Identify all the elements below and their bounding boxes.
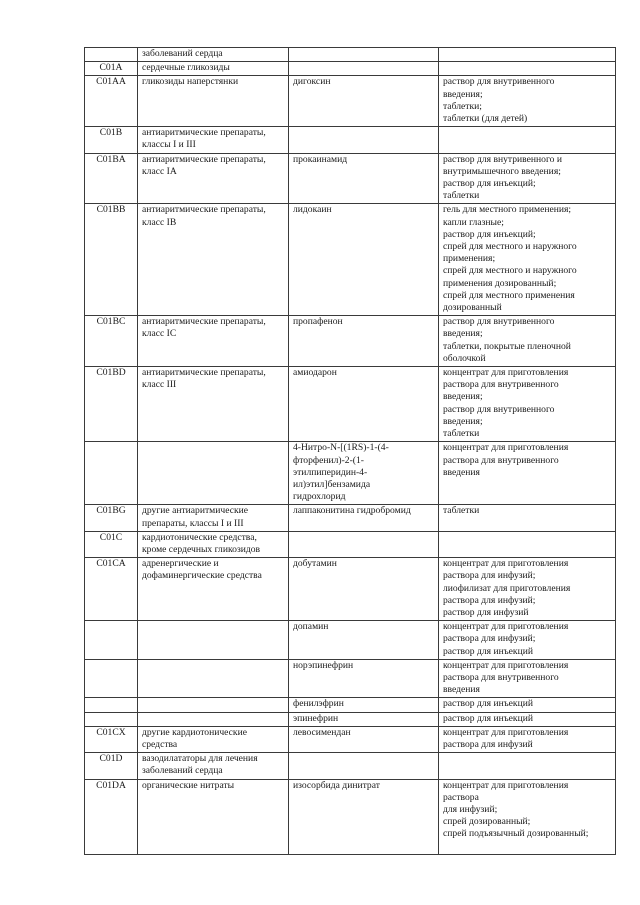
dosage-forms-cell	[439, 316, 616, 367]
drug-name-cell	[289, 726, 439, 752]
cell-text-line: этилпиперидин-4-	[293, 466, 368, 478]
cell-text-line: сердечные гликозиды	[142, 62, 230, 74]
cell-text-line: класс IC	[142, 328, 177, 340]
cell-text-line: антиаритмические препараты,	[142, 367, 266, 379]
cell-text-line: раствор для внутривенного и	[443, 153, 562, 165]
cell-text-line: таблетки;	[443, 100, 482, 112]
cell-text-line: спрей дозированный;	[443, 816, 531, 828]
cell-text-line: таблетки, покрытые пленочной	[443, 340, 571, 352]
cell-text-line: другие антиаритмические	[142, 505, 249, 517]
cell-text-line: амиодарон	[293, 367, 337, 379]
cell-text-line: для инфузий;	[443, 803, 498, 815]
cell-text-line: добутамин	[293, 558, 337, 570]
cell-text-line: капли глазные;	[443, 216, 504, 228]
cell-text-line: антиаритмические препараты,	[142, 153, 266, 165]
cell-text-line: эпинефрин	[293, 712, 339, 724]
cell-text-line: спрей для местного и наружного	[443, 265, 577, 277]
anatomical-group-cell	[138, 753, 289, 779]
drug-name-cell	[289, 153, 439, 204]
atc-code-cell	[85, 753, 138, 779]
table-row	[85, 779, 616, 854]
dosage-forms-cell	[439, 558, 616, 621]
cell-text: C01BD	[96, 367, 126, 379]
cell-text-line: концентрат для приготовления	[443, 726, 569, 738]
cell-text-line: гликозиды наперстянки	[142, 76, 239, 88]
atc-code-cell	[85, 76, 138, 127]
cell-text-line: введения;	[443, 328, 483, 340]
cell-text-line: лиофилизат для приготовления	[443, 582, 571, 594]
anatomical-group-cell	[138, 48, 289, 62]
cell-text-line: концентрат для приготовления	[443, 442, 569, 454]
dosage-forms-cell	[439, 48, 616, 62]
table-row	[85, 558, 616, 621]
cell-text-line: таблетки (для детей)	[443, 113, 528, 125]
cell-text-line: класс IB	[142, 216, 177, 228]
cell-text-line: антиаритмические препараты,	[142, 316, 266, 328]
anatomical-group-cell	[138, 712, 289, 726]
anatomical-group-cell	[138, 726, 289, 752]
cell-text-line: применения дозированный;	[443, 277, 557, 289]
cell-text-line: спрей подъязычный дозированный;	[443, 828, 589, 840]
anatomical-group-cell	[138, 659, 289, 698]
dosage-forms-cell	[439, 505, 616, 531]
drug-name-cell	[289, 367, 439, 442]
anatomical-group-cell	[138, 531, 289, 557]
cell-text-line: дофаминергические средства	[142, 570, 262, 582]
cell-text-line: раствора для инфузий;	[443, 633, 536, 645]
cell-text-line: фенилэфрин	[293, 698, 344, 710]
cell-text-line: раствор для инъекций;	[443, 228, 536, 240]
cell-text-line: раствора	[443, 791, 479, 803]
cell-text-line: спрей для местного применения	[443, 289, 575, 301]
table-row	[85, 659, 616, 698]
table-row	[85, 48, 616, 62]
cell-text-line: лидокаин	[293, 204, 332, 216]
atc-code-cell	[85, 659, 138, 698]
dosage-forms-cell	[439, 753, 616, 779]
dosage-forms-cell	[439, 442, 616, 505]
atc-code-cell	[85, 48, 138, 62]
drug-name-cell	[289, 48, 439, 62]
cell-text: C01BG	[96, 505, 126, 517]
cell-text: C01DA	[96, 779, 126, 791]
drug-name-cell	[289, 204, 439, 316]
cell-text-line: раствор для инъекций	[443, 698, 533, 710]
cell-text-line: дигоксин	[293, 76, 331, 88]
cell-text-line: антиаритмические препараты,	[142, 127, 266, 139]
drug-name-cell	[289, 127, 439, 153]
atc-code-cell	[85, 204, 138, 316]
cell-text-line: раствора для инфузий	[443, 738, 533, 750]
table-row	[85, 204, 616, 316]
atc-code-cell	[85, 316, 138, 367]
drug-name-cell	[289, 316, 439, 367]
cell-text-line: введения;	[443, 88, 483, 100]
atc-code-cell	[85, 505, 138, 531]
atc-code-cell	[85, 531, 138, 557]
atc-code-cell	[85, 779, 138, 854]
cell-text-line: адренергические и	[142, 558, 219, 570]
atc-code-cell	[85, 698, 138, 712]
cell-text: C01BA	[96, 153, 126, 165]
cell-text-line: гидрохлорид	[293, 491, 346, 503]
anatomical-group-cell	[138, 367, 289, 442]
dosage-forms-cell	[439, 621, 616, 660]
cell-text-line: раствора для инфузий;	[443, 570, 536, 582]
drug-name-cell	[289, 76, 439, 127]
cell-text: C01CX	[96, 726, 126, 738]
cell-text-line: допамин	[293, 621, 329, 633]
cell-text-line: внутримышечного введения;	[443, 165, 561, 177]
table-row	[85, 316, 616, 367]
table-row	[85, 712, 616, 726]
cell-text: C01A	[99, 62, 123, 74]
cell-text: C01CA	[96, 558, 126, 570]
cell-text-line: норэпинефрин	[293, 659, 354, 671]
table-row	[85, 621, 616, 660]
drug-name-cell	[289, 442, 439, 505]
atc-code-cell	[85, 62, 138, 76]
cell-text-line: лаппаконитина гидробромид	[293, 505, 411, 517]
atc-code-cell	[85, 621, 138, 660]
cell-text-line: левосимендан	[293, 726, 351, 738]
table-row	[85, 442, 616, 505]
anatomical-group-cell	[138, 316, 289, 367]
drug-name-cell	[289, 531, 439, 557]
dosage-forms-cell	[439, 153, 616, 204]
anatomical-group-cell	[138, 698, 289, 712]
cell-text-line: таблетки	[443, 428, 480, 440]
cell-text-line: вазодилататоры для лечения	[142, 753, 258, 765]
drug-name-cell	[289, 698, 439, 712]
cell-text-line: гель для местного применения;	[443, 204, 572, 216]
cell-text-line: введения	[443, 466, 480, 478]
cell-text-line: раствор для внутривенного	[443, 403, 555, 415]
cell-text-line: раствор для инфузий	[443, 606, 529, 618]
cell-text: C01C	[99, 531, 123, 543]
drug-name-cell	[289, 712, 439, 726]
anatomical-group-cell	[138, 621, 289, 660]
table-row	[85, 726, 616, 752]
anatomical-group-cell	[138, 153, 289, 204]
anatomical-group-cell	[138, 76, 289, 127]
cell-text-line: кардиотонические средства,	[142, 531, 257, 543]
atc-code-cell	[85, 153, 138, 204]
cell-text-line: классы I и III	[142, 139, 196, 151]
cell-text-line: прокаинамид	[293, 153, 348, 165]
medication-table-body	[85, 48, 616, 855]
table-row	[85, 698, 616, 712]
table-row	[85, 753, 616, 779]
cell-text-line: таблетки	[443, 190, 480, 202]
anatomical-group-cell	[138, 779, 289, 854]
cell-text-line: раствор для инъекций;	[443, 178, 536, 190]
drug-name-cell	[289, 621, 439, 660]
cell-text: C01BB	[96, 204, 126, 216]
cell-text-line: кроме сердечных гликозидов	[142, 543, 261, 555]
atc-code-cell	[85, 558, 138, 621]
cell-text-line: 4-Нитро-N-[(1RS)-1-(4-	[293, 442, 389, 454]
cell-text: C01B	[99, 127, 123, 139]
table-row	[85, 62, 616, 76]
anatomical-group-cell	[138, 127, 289, 153]
cell-text-line: раствора для внутривенного	[443, 671, 559, 683]
dosage-forms-cell	[439, 62, 616, 76]
cell-text-line: пропафенон	[293, 316, 343, 328]
cell-text: C01D	[99, 753, 123, 765]
table-row	[85, 127, 616, 153]
cell-text-line: введения	[443, 684, 480, 696]
cell-text-line: фторфенил)-2-(1-	[293, 454, 364, 466]
cell-text-line: изосорбида динитрат	[293, 779, 380, 791]
dosage-forms-cell	[439, 204, 616, 316]
cell-text-line: концентрат для приготовления	[443, 367, 569, 379]
cell-text-line: раствора для инфузий;	[443, 594, 536, 606]
dosage-forms-cell	[439, 726, 616, 752]
dosage-forms-cell	[439, 367, 616, 442]
cell-text-line: концентрат для приготовления	[443, 558, 569, 570]
cell-text-line: ил)этил]бензамида	[293, 478, 371, 490]
cell-text-line: класс III	[142, 379, 177, 391]
cell-text-line: введения;	[443, 415, 483, 427]
anatomical-group-cell	[138, 558, 289, 621]
dosage-forms-cell	[439, 659, 616, 698]
cell-text: C01AA	[96, 76, 126, 88]
atc-code-cell	[85, 712, 138, 726]
cell-text-line: дозированный	[443, 302, 502, 314]
cell-text-line: заболеваний сердца	[142, 48, 223, 59]
table-row	[85, 76, 616, 127]
cell-text: C01BC	[96, 316, 126, 328]
drug-name-cell	[289, 659, 439, 698]
table-row	[85, 505, 616, 531]
cell-text-line: раствор для инъекций	[443, 645, 533, 657]
cell-text-line: раствора для внутривенного	[443, 379, 559, 391]
dosage-forms-cell	[439, 76, 616, 127]
dosage-forms-cell	[439, 698, 616, 712]
cell-text-line: препараты, классы I и III	[142, 517, 244, 529]
cell-text-line: класс IA	[142, 165, 177, 177]
anatomical-group-cell	[138, 62, 289, 76]
table-row	[85, 153, 616, 204]
dosage-forms-cell	[439, 779, 616, 854]
cell-text-line: органические нитраты	[142, 779, 235, 791]
drug-name-cell	[289, 779, 439, 854]
atc-code-cell	[85, 367, 138, 442]
drug-name-cell	[289, 62, 439, 76]
drug-name-cell	[289, 558, 439, 621]
dosage-forms-cell	[439, 712, 616, 726]
cell-text-line: концентрат для приготовления	[443, 659, 569, 671]
cell-text-line: введения;	[443, 391, 483, 403]
dosage-forms-cell	[439, 531, 616, 557]
cell-text-line: применения;	[443, 253, 496, 265]
cell-text-line: другие кардиотонические	[142, 726, 247, 738]
cell-text-line: заболеваний сердца	[142, 765, 223, 777]
drug-name-cell	[289, 753, 439, 779]
atc-code-cell	[85, 442, 138, 505]
atc-code-cell	[85, 127, 138, 153]
cell-text-line: раствор для инъекций	[443, 712, 533, 724]
cell-text-line: концентрат для приготовления	[443, 621, 569, 633]
cell-text-line: концентрат для приготовления	[443, 779, 569, 791]
cell-text-line: спрей для местного и наружного	[443, 241, 577, 253]
cell-text-line: средства	[142, 738, 178, 750]
cell-text-line: раствор для внутривенного	[443, 316, 555, 328]
cell-text-line: антиаритмические препараты,	[142, 204, 266, 216]
atc-code-cell	[85, 726, 138, 752]
anatomical-group-cell	[138, 204, 289, 316]
drug-name-cell	[289, 505, 439, 531]
table-row	[85, 367, 616, 442]
anatomical-group-cell	[138, 505, 289, 531]
table-row	[85, 531, 616, 557]
medication-table	[84, 47, 616, 855]
cell-text-line: оболочкой	[443, 352, 486, 364]
dosage-forms-cell	[439, 127, 616, 153]
cell-text-line: раствор для внутривенного	[443, 76, 555, 88]
anatomical-group-cell	[138, 442, 289, 505]
cell-text-line: раствора для внутривенного	[443, 454, 559, 466]
cell-text-line: таблетки	[443, 505, 480, 517]
